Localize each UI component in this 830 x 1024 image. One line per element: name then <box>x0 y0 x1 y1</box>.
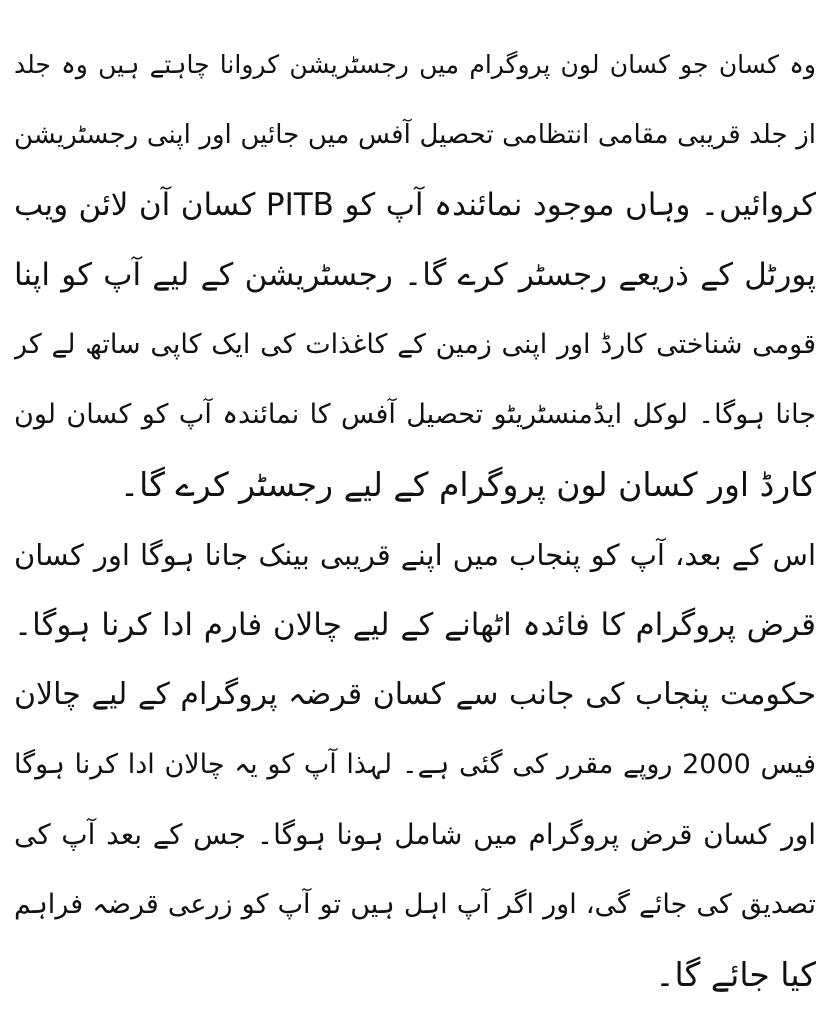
text-line: قومی شناختی کارڈ اور اپنی زمین کے کاغذات کی ایک کاپی ساتھ لے کر <box>14 329 816 360</box>
document-page <box>14 30 816 1020</box>
text-line: تصدیق کی جائے گی، اور اگر آپ اہل ہیں تو آپ کو زرعی قرضہ فراہم <box>14 889 816 920</box>
text-line: پورٹل کے ذریعے رجسٹر کرے گا۔ رجسٹریشن کے لیے آپ کو اپنا <box>14 257 816 293</box>
paragraph-registration <box>14 30 816 520</box>
text-line: اور کسان قرض پروگرام میں شامل ہونا ہوگا۔ جس کے بعد آپ کی <box>14 818 816 851</box>
text-line: کارڈ اور کسان لون پروگرام کے لیے رجسٹر کرے گا۔ <box>119 465 816 504</box>
text-line: وہ کسان جو کسان لون پروگرام میں رجسٹریشن کروانا چاہتے ہیں وہ جلد <box>14 50 816 79</box>
text-line: قرض پروگرام کا فائدہ اٹھانے کے لیے چالان فارم ادا کرنا ہوگا۔ <box>14 607 816 643</box>
text-line: فیس 2000 روپے مقرر کی گئی ہے۔ لہذا آپ کو یہ چالان ادا کرنا ہوگا <box>14 749 816 780</box>
paragraph-bank-challan <box>14 520 816 1010</box>
text-line: از جلد قریبی مقامی انتظامی تحصیل آفس میں جائیں اور اپنی رجسٹریشن <box>14 120 816 150</box>
text-line: کروائیں۔ وہاں موجود نمائندہ آپ کو PITB کسان آن لائن ویب <box>14 187 816 223</box>
text-line: اس کے بعد، آپ کو پنجاب میں اپنے قریبی بینک جانا ہوگا اور کسان <box>14 538 816 572</box>
text-line: جانا ہوگا۔ لوکل ایڈمنسٹریٹو تحصیل آفس کا نمائندہ آپ کو کسان لون <box>14 399 816 430</box>
text-line: حکومت پنجاب کی جانب سے کسان قرضہ پروگرام کے لیے چالان <box>14 677 816 712</box>
text-line: کیا جائے گا۔ <box>655 955 816 994</box>
